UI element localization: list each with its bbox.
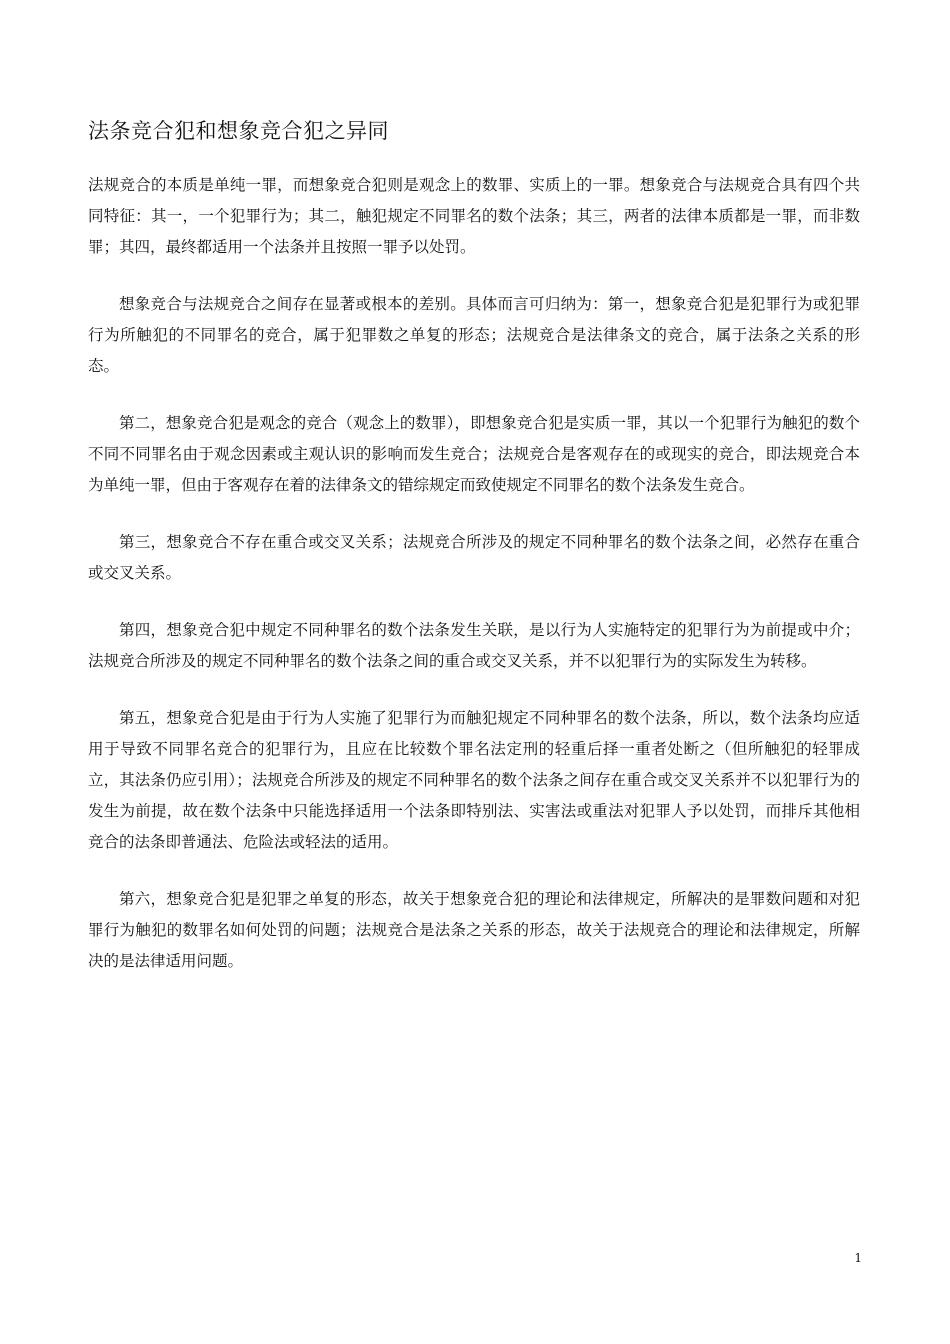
page-title: 法条竞合犯和想象竞合犯之异同: [88, 119, 389, 143]
paragraph-7: 第六，想象竞合犯是犯罪之单复的形态，故关于想象竞合犯的理论和法律规定，所解决的是罪数问题和对犯罪行为触犯的数罪名如何处罚的问题；法规竞合是法条之关系的形态，故关于法规竞合的理论和法律规定，所解决的是法律适用问题。: [88, 890, 860, 970]
document-body: [88, 170, 860, 1003]
paragraph-4: 第三，想象竞合不存在重合或交叉关系；法规竞合所涉及的规定不同种罪名的数个法条之间，必然存在重合或交叉关系。: [88, 533, 860, 582]
paragraph-6: 第五，想象竞合犯是由于行为人实施了犯罪行为而触犯规定不同种罪名的数个法条，所以，数个法条均应适用于导致不同罪名竞合的犯罪行为，且应在比较数个罪名法定刑的轻重后择一重者处断之（但所触犯的轻罪成立，其法条仍应引用）；法规竞合所涉及的规定不同种罪名的数个法条之间存在重合或交叉关系并不以犯罪行为的发生为前提，故在数个法条中只能选择适用一个法条即特别法、实害法或重法对犯罪人予以处罚，而排斥其他相竞合的法条即普通法、危险法或轻法的适用。: [88, 709, 860, 851]
paragraph-3: 第二，想象竞合犯是观念的竞合（观念上的数罪），即想象竞合犯是实质一罪，其以一个犯罪行为触犯的数个不同不同罪名由于观念因素或主观认识的影响而发生竞合；法规竞合是客观存在的或现实的竞合，即法规竞合本为单纯一罪，但由于客观存在着的法律条文的错综规定而致使规定不同罪名的数个法条发生竞合。: [88, 414, 860, 494]
page-number: 1: [854, 1251, 862, 1265]
paragraph-2: 想象竞合与法规竞合之间存在显著或根本的差别。具体而言可归纳为：第一，想象竞合犯是犯罪行为或犯罪行为所触犯的不同罪名的竞合，属于犯罪数之单复的形态；法规竞合是法律条文的竞合，属于法条之关系的形态。: [88, 295, 860, 375]
paragraph-1: 法规竞合的本质是单纯一罪，而想象竞合犯则是观念上的数罪、实质上的一罪。想象竞合与法规竞合具有四个共同特征：其一，一个犯罪行为；其二，触犯规定不同罪名的数个法条；其三，两者的法律本质都是一罪，而非数罪；其四，最终都适用一个法条并且按照一罪予以处罚。: [88, 176, 860, 256]
paragraph-5: 第四，想象竞合犯中规定不同种罪名的数个法条发生关联，是以行为人实施特定的犯罪行为为前提或中介；法规竞合所涉及的规定不同种罪名的数个法条之间的重合或交叉关系，并不以犯罪行为的实际发生为转移。: [88, 621, 860, 670]
